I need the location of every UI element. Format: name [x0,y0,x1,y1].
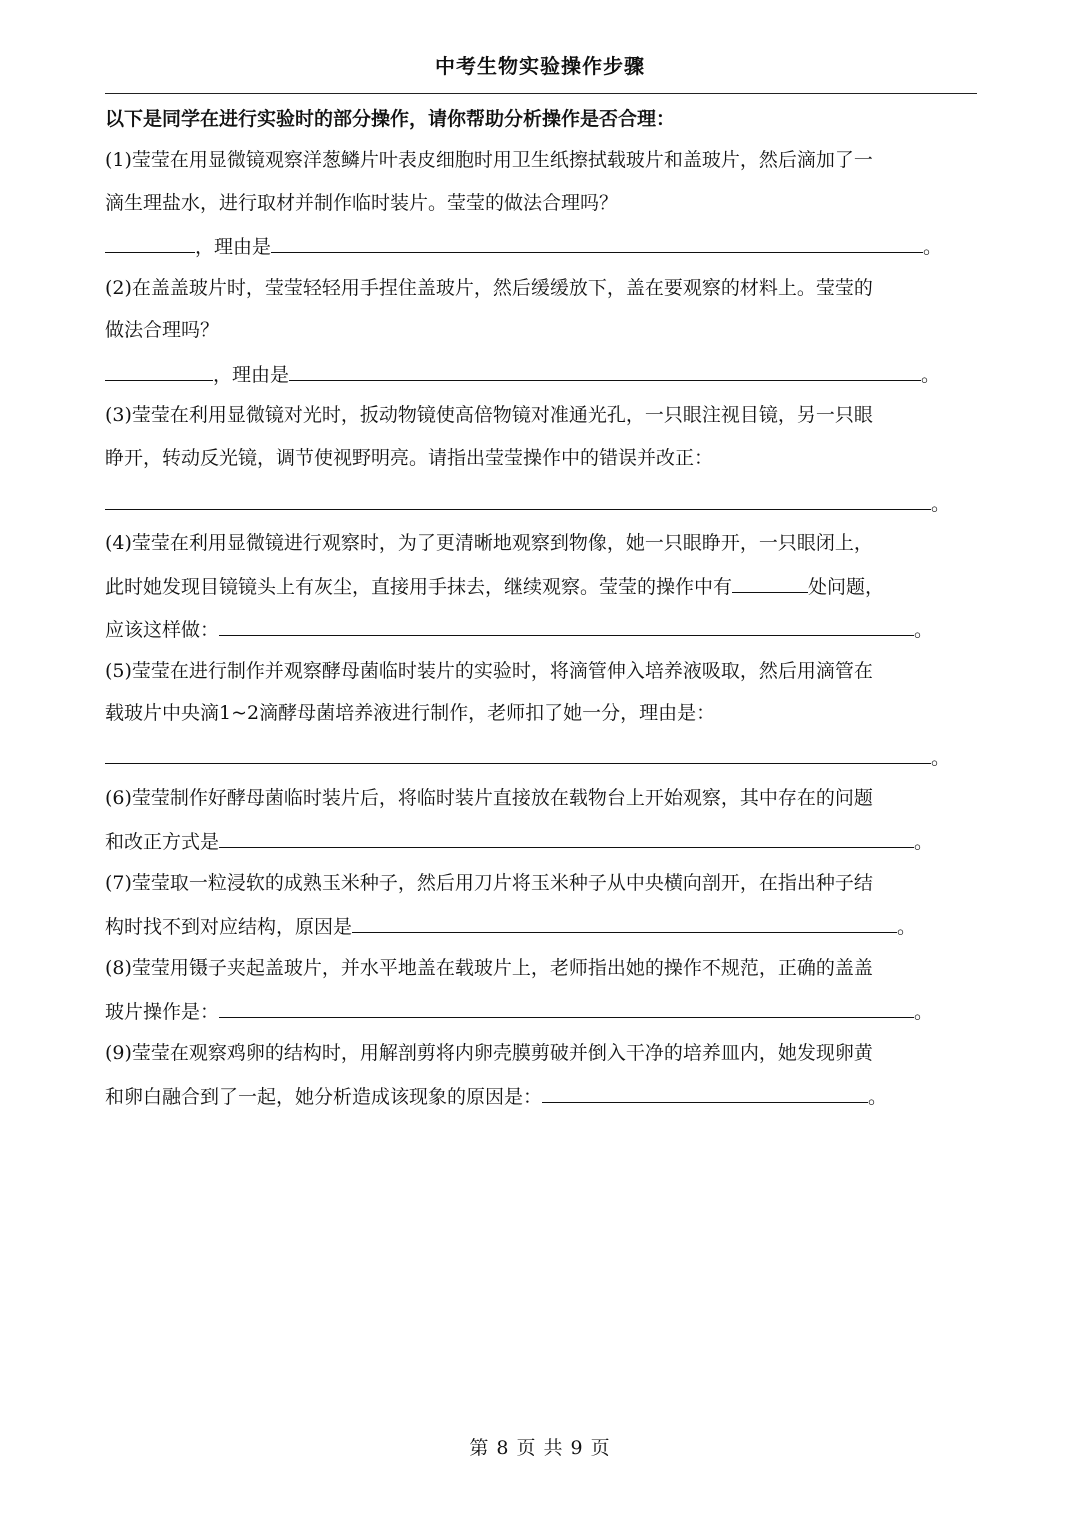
answer-blank[interactable] [105,230,195,253]
answer-blank[interactable] [352,910,897,933]
question-2-line-2: 做法合理吗？ [105,319,220,341]
question-4-text-a: 此时她发现目镜镜头上有灰尘，直接用手抹去，继续观察。莹莹的操作中有 [105,576,733,598]
question-3-line-2: 睁开，转动反光镜，调节使视野明亮。请指出莹莹操作中的错误并改正： [105,447,714,469]
page-number: 第 8 页 共 9 页 [469,1437,611,1459]
answer-end: 。 [914,1001,934,1023]
question-2-answer-row [105,358,985,390]
question-6-line-1: (6)莹莹制作好酵母菌临时装片后，将临时装片直接放在载物台上开始观察，其中存在的问题 [105,787,873,809]
question-4-line-1: (4)莹莹在利用显微镜进行观察时，为了更清晰地观察到物像，她一只眼睁开，一只眼闭上， [105,532,873,554]
answer-end: 。 [931,747,951,769]
answer-label: ，理由是 [213,364,290,386]
answer-label: 应该这样做： [105,619,220,641]
answer-blank[interactable] [271,230,923,253]
question-5-answer-row [105,741,985,773]
answer-blank[interactable] [105,358,213,381]
question-7-line-1: (7)莹莹取一粒浸软的成熟玉米种子，然后用刀片将玉米种子从中央横向剖开，在指出种子结 [105,872,873,894]
question-7-answer-row [105,910,985,942]
question-8-answer-row [105,995,985,1027]
question-5-line-1: (5)莹莹在进行制作并观察酵母菌临时装片的实验时，将滴管伸入培养液吸取，然后用滴管在 [105,660,873,682]
answer-label: 构时找不到对应结构，原因是 [105,916,353,938]
question-5-line-2: 载玻片中央滴1~2滴酵母菌培养液进行制作，老师扣了她一分，理由是： [105,702,716,724]
answer-blank[interactable] [105,487,931,510]
answer-end: 。 [923,236,943,258]
question-9-answer-row [105,1080,985,1112]
answer-end: 。 [868,1086,888,1108]
answer-end: 。 [897,916,917,938]
question-2-line-1: (2)在盖盖玻片时，莹莹轻轻用手捏住盖玻片，然后缓缓放下，盖在要观察的材料上。莹莹的 [105,277,873,299]
answer-end: 。 [931,493,951,515]
answer-blank[interactable] [219,995,914,1018]
answer-label: 和卵白融合到了一起，她分析造成该现象的原因是： [105,1086,543,1108]
answer-label: ，理由是 [195,236,272,258]
answer-blank[interactable] [105,741,931,764]
answer-end: 。 [914,831,934,853]
answer-blank[interactable] [732,570,808,593]
answer-blank[interactable] [289,358,921,381]
question-6-answer-row [105,825,985,857]
answer-label: 玻片操作是： [105,1001,220,1023]
answer-end: 。 [921,364,941,386]
question-4-answer-row [105,613,985,645]
question-3-answer-row [105,487,985,519]
question-3-line-1: (3)莹莹在利用显微镜对光时，扳动物镜使高倍物镜对准通光孔，一只眼注视目镜，另一只眼 [105,404,873,426]
question-1-line-1: (1)莹莹在用显微镜观察洋葱鳞片叶表皮细胞时用卫生纸擦拭载玻片和盖玻片，然后滴加了一 [105,149,873,171]
header-title: 中考生物实验操作步骤 [435,54,645,78]
answer-end: 。 [914,619,934,641]
intro-text: 以下是同学在进行实验时的部分操作，请你帮助分析操作是否合理： [105,108,676,130]
header-divider [105,93,977,94]
answer-blank[interactable] [219,613,914,636]
answer-label: 和改正方式是 [105,831,220,853]
question-4-line-2 [105,570,985,602]
question-8-line-1: (8)莹莹用镊子夹起盖玻片，并水平地盖在载玻片上，老师指出她的操作不规范，正确的盖盖 [105,957,873,979]
answer-blank[interactable] [542,1080,868,1103]
answer-blank[interactable] [219,825,914,848]
question-1-answer-row [105,230,985,262]
question-9-line-1: (9)莹莹在观察鸡卵的结构时，用解剖剪将内卵壳膜剪破并倒入干净的培养皿内，她发现卵黄 [105,1042,873,1064]
question-1-line-2: 滴生理盐水，进行取材并制作临时装片。莹莹的做法合理吗？ [105,192,619,214]
question-4-text-b: 处问题， [808,576,885,598]
